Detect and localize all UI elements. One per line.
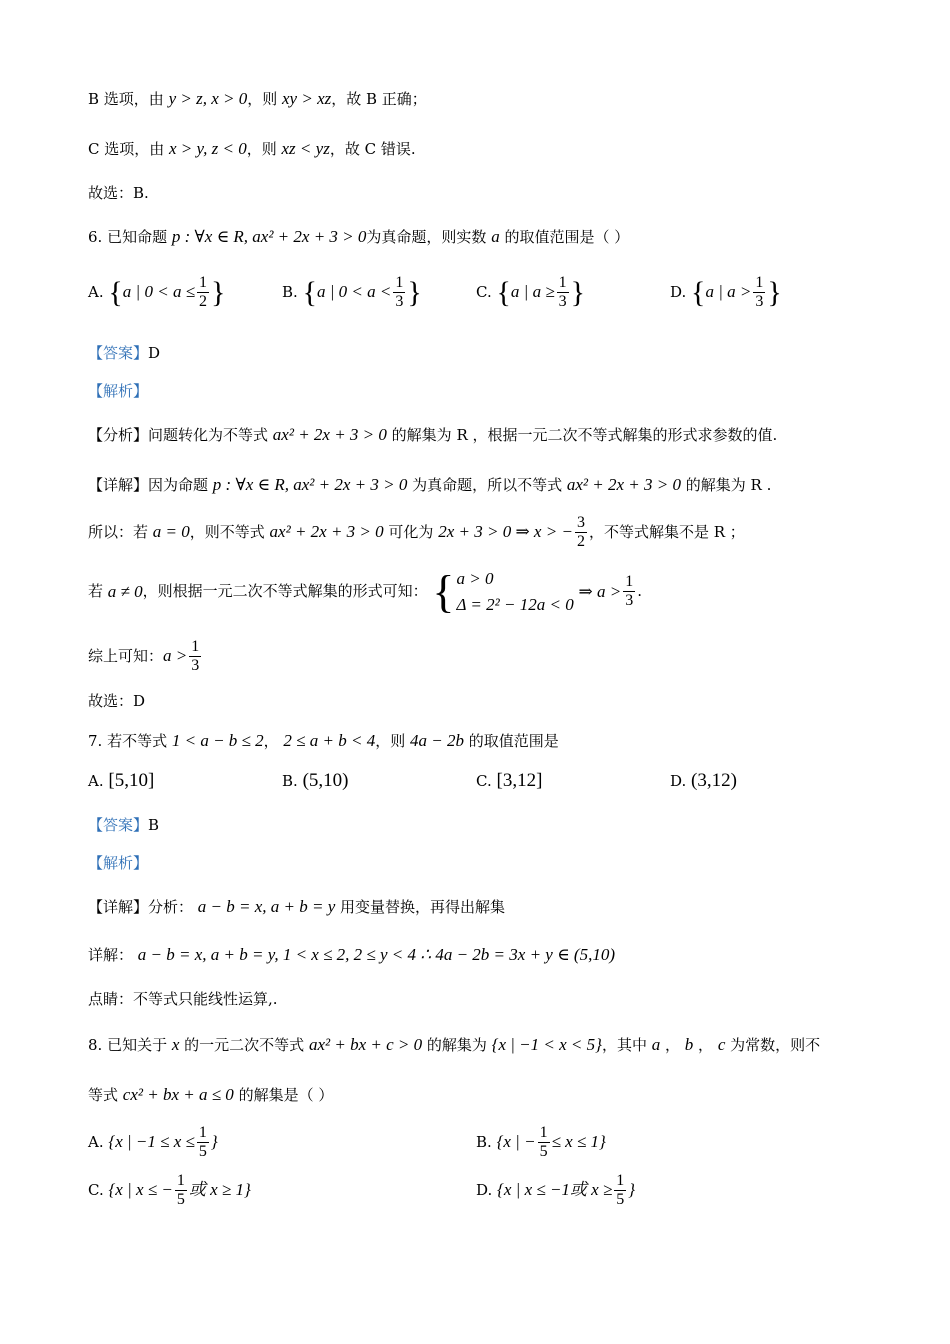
text: 详解： — [88, 946, 138, 964]
q6-detail — [88, 474, 771, 495]
text: 为真命题，则实数 — [366, 228, 492, 246]
option-label: D. — [476, 1180, 493, 1199]
math: a | 0 < a ≤ — [122, 281, 196, 301]
system-brace: { — [432, 565, 455, 617]
denominator: 3 — [755, 293, 764, 311]
math: a — [491, 227, 500, 246]
option-label: D. — [670, 772, 687, 790]
math: ax² + 2x + 3 > 0 — [272, 425, 387, 444]
denominator: 2 — [199, 293, 208, 311]
numerator: 3 — [575, 514, 587, 533]
math: a − b = x, a + b = y, 1 < x ≤ 2, 2 ≤ y < 4 ∴ 4a − 2b = 3x + y ∈ (5,10) — [137, 945, 615, 964]
numerator: 1 — [623, 573, 635, 592]
text: 分析： — [148, 898, 198, 916]
denominator: 3 — [395, 293, 404, 311]
q6-option-b — [282, 274, 422, 312]
brace-right: } — [570, 275, 586, 309]
math: 2 ≤ a + b < 4 — [283, 731, 376, 750]
option-label: B. — [282, 282, 298, 301]
math: ⇒ a > — [578, 581, 622, 601]
math: {x | x ≤ − — [108, 1179, 173, 1199]
denominator: 3 — [558, 293, 567, 311]
q5-choice: 故选：B. — [88, 184, 149, 202]
math: xz < yz — [281, 139, 330, 158]
math: a | 0 < a < — [316, 281, 392, 301]
denominator: 3 — [625, 592, 634, 609]
numerator: 1 — [175, 1172, 187, 1191]
math: p : ∀x ∈ R, ax² + 2x + 3 > 0 — [171, 227, 367, 246]
text: ，则 — [247, 90, 282, 108]
math: {x | −1 < x < 5} — [491, 1035, 602, 1054]
text: ，其中 — [601, 1036, 652, 1054]
math: xy > xz — [282, 89, 332, 108]
text: 8. 已知关于 — [88, 1036, 172, 1054]
fraction — [175, 1172, 187, 1210]
text: 用变量替换，再得出解集 — [335, 898, 506, 916]
text: 6. 已知命题 — [88, 228, 172, 246]
option-label: A. — [88, 1132, 104, 1151]
fraction — [575, 514, 587, 552]
text: ， — [693, 1036, 718, 1054]
text: 的一元二次不等式 — [179, 1036, 309, 1054]
numerator: 1 — [197, 274, 209, 293]
question-7 — [88, 730, 559, 751]
q6-case-a-zero — [88, 514, 745, 552]
numerator: 1 — [197, 1124, 209, 1143]
answer-tag: 【答案】 — [88, 344, 149, 362]
q6-analysis — [88, 424, 777, 445]
numerator: 1 — [393, 274, 405, 293]
brace-left: { — [496, 275, 511, 309]
option-label: A. — [88, 772, 104, 790]
math: a − b = x, a + b = y — [197, 897, 336, 916]
math: ax² + 2x + 3 > 0 — [269, 521, 384, 541]
text: ， — [263, 732, 284, 750]
q8-option-c — [88, 1172, 251, 1210]
q7-analysis — [88, 896, 505, 917]
text: ，则 — [246, 140, 282, 158]
fraction — [614, 1172, 626, 1210]
brace-right: } — [211, 275, 226, 309]
option-label: C. — [476, 772, 492, 790]
text: ，则根据一元二次不等式解集的形式可知： — [142, 582, 428, 601]
option-value: [5,10] — [108, 770, 155, 791]
analysis-tag: 【分析】 — [88, 426, 149, 444]
text: 的解集为 R ，根据一元二次不等式解集的形式求参数的值. — [386, 426, 778, 444]
answer-value: B — [148, 816, 160, 834]
math: a > — [163, 645, 188, 665]
text: ，不等式解集不是 R ； — [588, 522, 745, 541]
math: 1 < a − b ≤ 2 — [171, 731, 264, 750]
text: 可化为 — [383, 522, 439, 541]
brace-left: { — [302, 275, 317, 309]
fraction — [623, 573, 635, 611]
option-label: D. — [670, 282, 687, 301]
text: ，则不等式 — [189, 522, 270, 541]
brace-right: } — [767, 275, 782, 309]
q7-option-c — [476, 770, 542, 792]
text: 的解集为 — [422, 1036, 492, 1054]
question-8-continued — [88, 1084, 333, 1105]
q8-option-b — [476, 1124, 606, 1162]
option-value: (3,12) — [691, 770, 737, 791]
text: 的取值范围是 — [463, 732, 559, 750]
q6-choice: 故选：D — [88, 692, 146, 710]
text: 综上可知： — [88, 646, 164, 665]
math: a — [651, 1035, 661, 1054]
math: a ≠ 0 — [107, 581, 143, 601]
q6-option-c — [476, 274, 585, 312]
text: 7. 若不等式 — [88, 732, 172, 750]
text: ，则 — [375, 732, 410, 750]
math: {x | x ≤ −1或 x ≥ — [497, 1179, 613, 1199]
numerator: 1 — [538, 1124, 550, 1143]
option-value: (5,10) — [302, 770, 349, 791]
math: 4a − 2b — [409, 731, 464, 750]
fraction — [557, 274, 569, 312]
text: 问题转化为不等式 — [148, 426, 273, 444]
math: cx² + bx + a ≤ 0 — [122, 1085, 234, 1104]
math: ≤ x ≤ 1} — [551, 1131, 606, 1151]
numerator: 1 — [189, 638, 201, 657]
math: x > y, z < 0 — [169, 139, 247, 158]
option-c-explanation — [88, 138, 416, 159]
text: . — [637, 582, 642, 601]
text: 为常数，则不 — [725, 1036, 821, 1054]
q7-option-a — [88, 770, 154, 792]
q7-detail — [88, 944, 615, 965]
math: c — [717, 1035, 726, 1054]
option-label: C. — [88, 1180, 104, 1199]
q7-jiexi-tag: 【解析】 — [88, 854, 149, 872]
math: } — [210, 1131, 218, 1151]
fraction — [753, 274, 765, 312]
option-label: A. — [88, 282, 104, 301]
brace-left: { — [691, 275, 706, 309]
option-b-explanation — [88, 88, 427, 109]
option-label: B. — [282, 772, 298, 790]
math: b — [684, 1035, 694, 1054]
system-rows — [457, 566, 574, 617]
question-8 — [88, 1034, 820, 1055]
detail-tag: 【详解】 — [88, 476, 149, 494]
text: 若 — [88, 582, 108, 601]
fraction — [197, 274, 209, 312]
brace-left: { — [108, 275, 123, 309]
brace-right: } — [407, 275, 422, 309]
fraction — [197, 1124, 209, 1162]
q8-option-d — [476, 1172, 635, 1210]
q6-case-a-nonzero — [88, 566, 642, 617]
q7-option-d — [670, 770, 737, 792]
text: C 选项，由 — [88, 140, 170, 158]
text: 所以：若 — [88, 522, 153, 541]
inequality-system — [432, 566, 573, 617]
question-6 — [88, 226, 629, 247]
math: a = 0 — [152, 521, 190, 541]
system-row: a > 0 — [456, 569, 494, 588]
math: ax² + 2x + 3 > 0 — [566, 475, 681, 494]
system-row: Δ = 2² − 12a < 0 — [456, 594, 574, 614]
q6-answer — [88, 344, 160, 363]
q7-option-b — [282, 770, 348, 792]
denominator: 5 — [616, 1191, 625, 1209]
answer-value: D — [148, 344, 161, 362]
q6-option-a — [88, 274, 225, 312]
q6-jiexi-tag: 【解析】 — [88, 382, 149, 400]
math: {x | − — [496, 1131, 536, 1151]
numerator: 1 — [753, 274, 765, 293]
q6-option-d — [670, 274, 782, 312]
q8-option-a — [88, 1124, 218, 1162]
option-label: B. — [476, 1132, 492, 1151]
numerator: 1 — [557, 274, 569, 293]
math: p : ∀x ∈ R, ax² + 2x + 3 > 0 — [212, 475, 408, 494]
numerator: 1 — [614, 1172, 626, 1191]
text: 为真命题，所以不等式 — [407, 476, 567, 494]
denominator: 5 — [539, 1143, 548, 1161]
text: B 选项，由 — [88, 90, 169, 108]
text: ，故 B 正确； — [331, 90, 427, 108]
text: ，故 C 错误. — [329, 140, 416, 158]
text: 因为命题 — [148, 476, 213, 494]
text: 的解集为 R . — [681, 476, 772, 494]
math: x — [171, 1035, 180, 1054]
denominator: 3 — [191, 657, 200, 675]
math: a | a ≥ — [510, 281, 555, 301]
math: y > z, x > 0 — [168, 89, 248, 108]
option-value: [3,12] — [496, 770, 543, 791]
math: 2x + 3 > 0 ⇒ x > − — [438, 521, 573, 541]
option-label: C. — [476, 282, 492, 301]
denominator: 5 — [198, 1143, 207, 1161]
denominator: 5 — [176, 1191, 185, 1209]
math: ax² + bx + c > 0 — [308, 1035, 423, 1054]
q7-note: 点睛：不等式只能线性运算,. — [88, 990, 278, 1008]
q7-answer — [88, 816, 159, 835]
detail-tag: 【详解】 — [88, 898, 149, 916]
math: {x | −1 ≤ x ≤ — [108, 1131, 195, 1151]
fraction — [393, 274, 405, 312]
q6-summary — [88, 638, 203, 676]
fraction — [538, 1124, 550, 1162]
answer-tag: 【答案】 — [88, 816, 149, 834]
denominator: 2 — [576, 533, 585, 551]
text: 的取值范围是（ ） — [499, 228, 630, 246]
text: 的解集是（ ） — [233, 1086, 334, 1104]
math: a | a > — [705, 281, 752, 301]
text: 等式 — [88, 1086, 123, 1104]
math: 或 x ≥ 1} — [188, 1179, 251, 1199]
math: } — [628, 1179, 636, 1199]
text: ， — [660, 1036, 685, 1054]
fraction — [189, 638, 201, 676]
